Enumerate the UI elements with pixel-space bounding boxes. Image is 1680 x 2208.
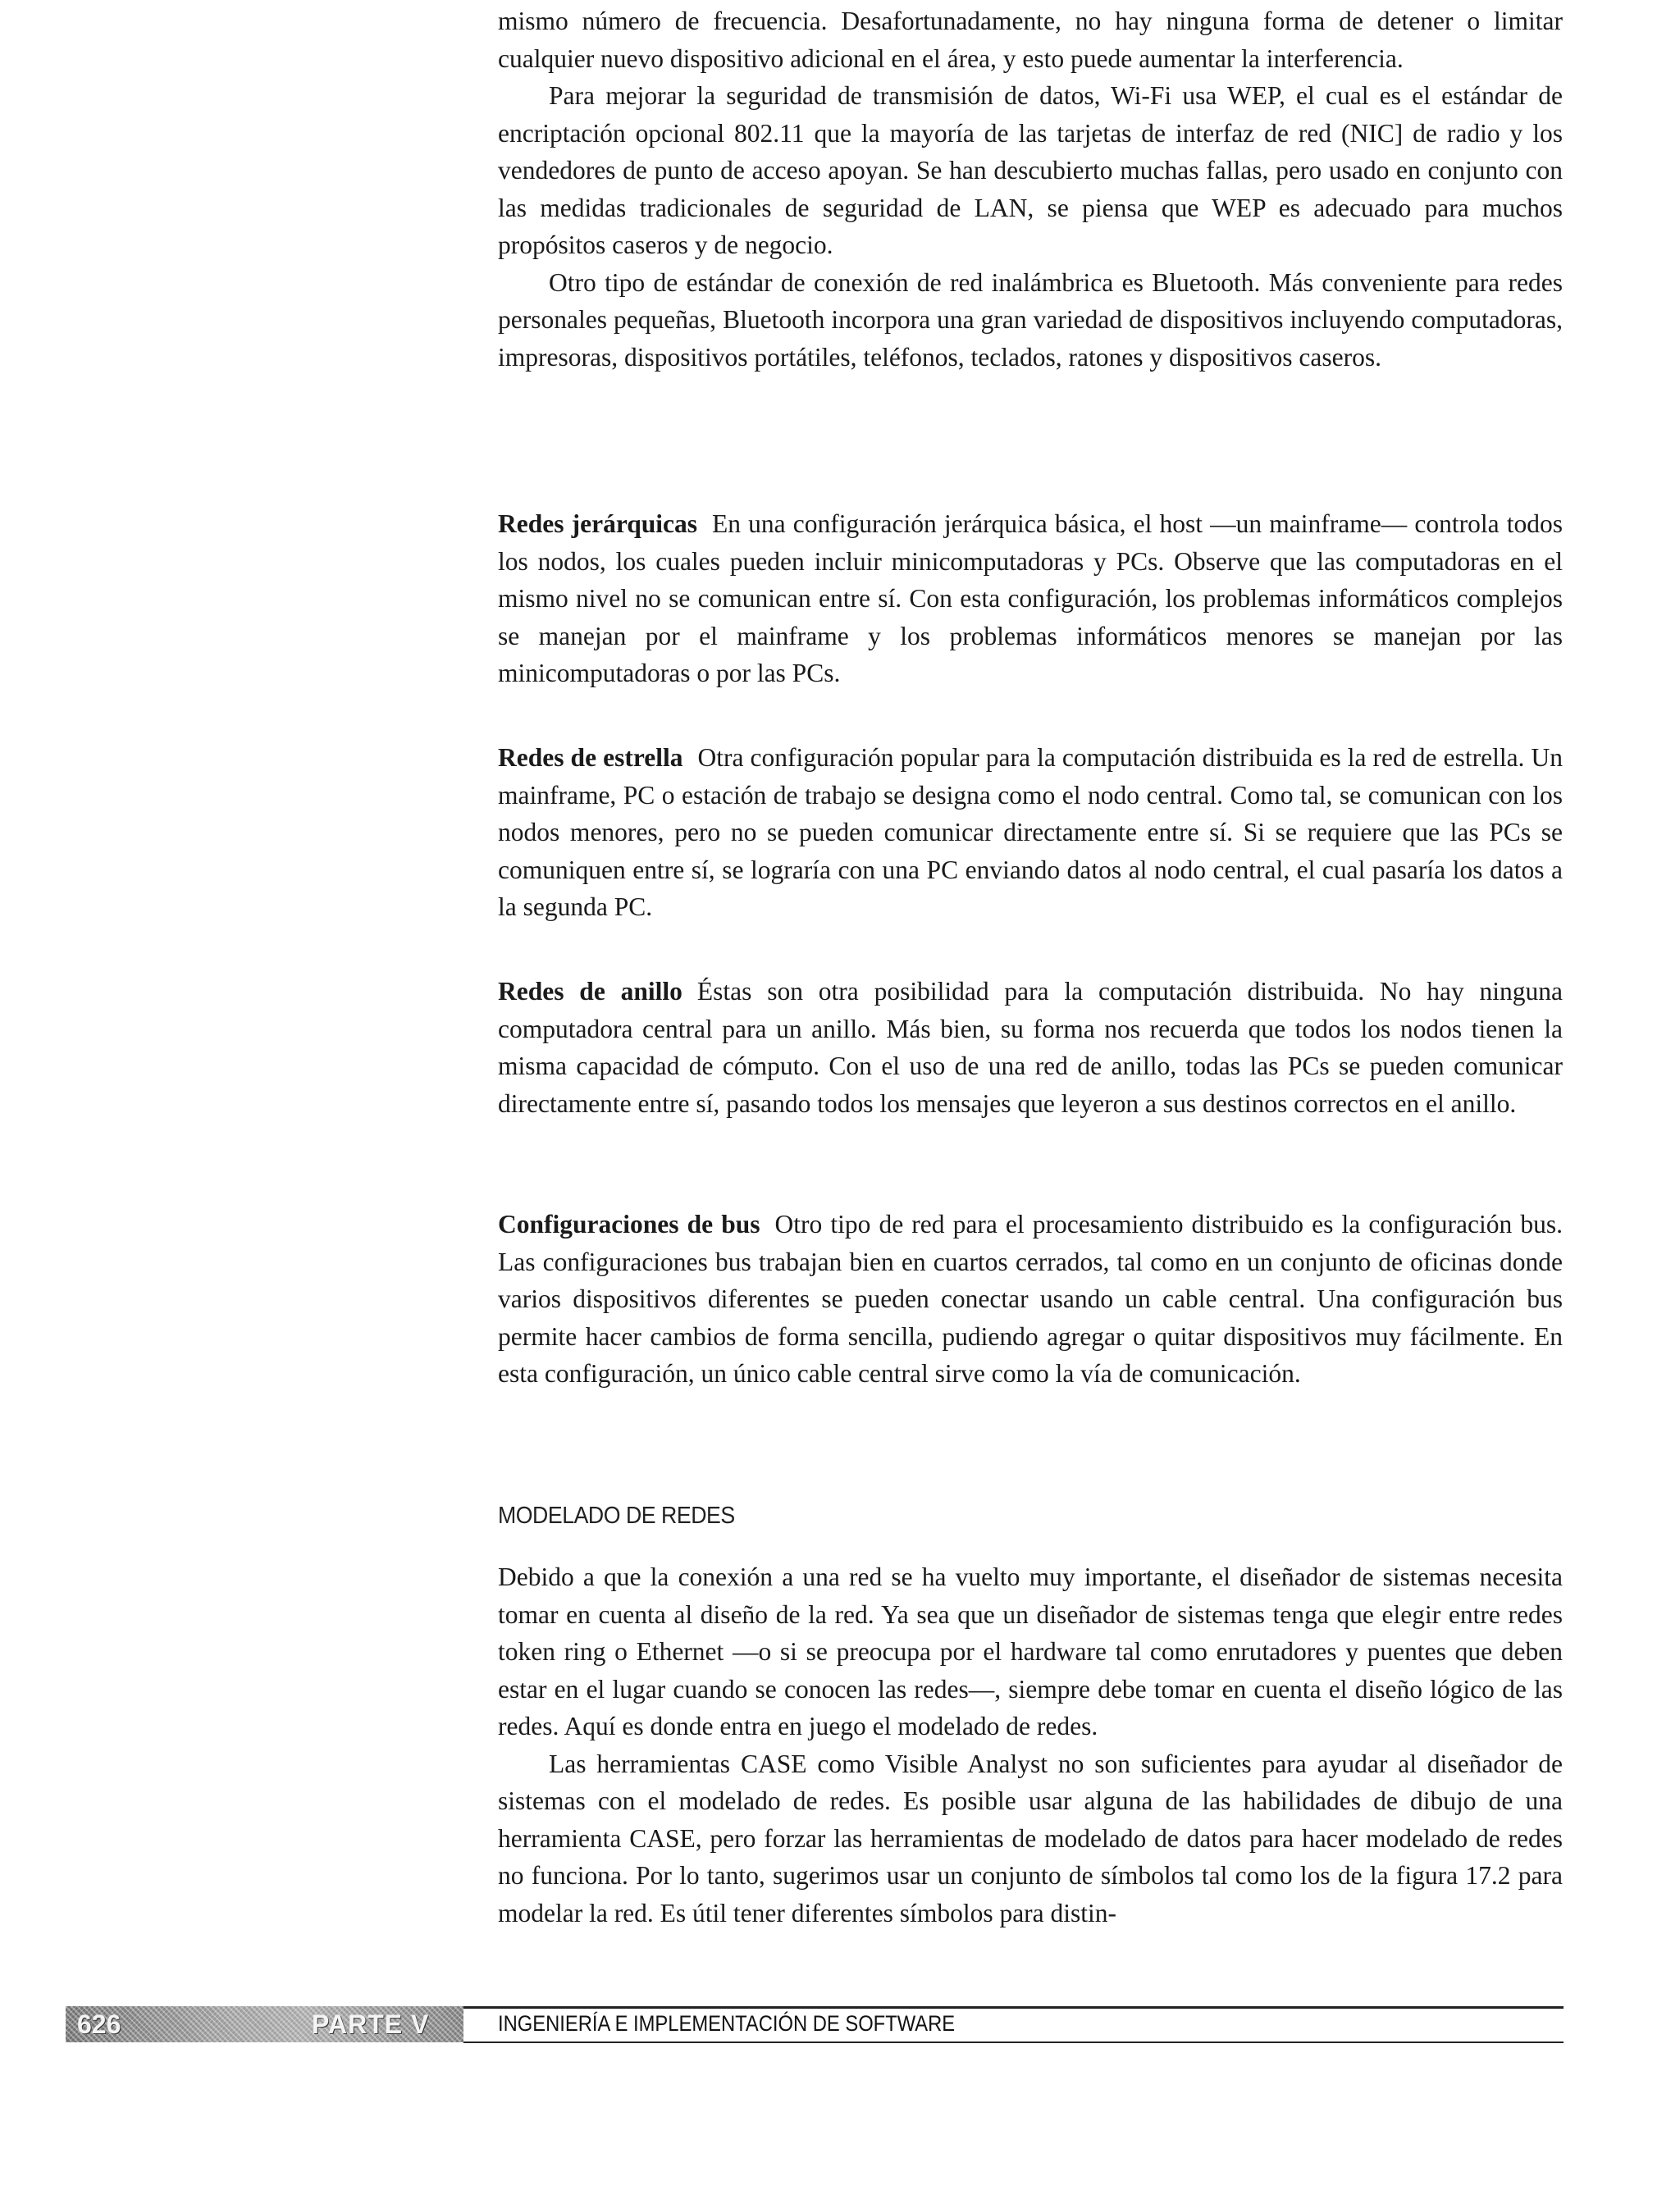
section-redes-anillo: [498, 973, 1563, 1122]
footer-rule-top: [463, 2006, 1564, 2009]
running-footer-title: INGENIERÍA E IMPLEMENTACIÓN DE SOFTWARE: [498, 2011, 956, 2036]
footer-rule-bottom: [463, 2041, 1564, 2043]
section-heading: MODELADO DE REDES: [498, 1503, 735, 1529]
section-redes-jerarquicas: [498, 505, 1563, 692]
text-estrella: Otra configuración popular para la computación distribuida es la red de estrella. Un mainframe, PC o estación de trabajo se designa como el nodo central. Como tal, se comunican con los nodos menores, pero no se pueden comunicar directamente entre sí. Si se requiere que las PCs se comuniquen entre sí, se lograría con una PC enviando datos al nodo central, el cual pasaría los datos a la segunda PC.: [498, 743, 1563, 921]
opening-block: [498, 2, 1563, 376]
paragraph-modelado-2: Las herramientas CASE como Visible Analyst no son suficientes para ayudar al diseñador de sistemas con el modelado de redes. Es posible usar alguna de las habilidades de dibujo de una herramienta CASE, pero forzar las herramientas de modelado de datos para hacer modelado de redes no funciona. Por lo tanto, sugerimos usar un conjunto de símbolos tal como los de la figura 17.2 para modelar la red. Es útil tener diferentes símbolos para distin-: [498, 1749, 1563, 1927]
footer-band: [66, 2006, 463, 2042]
run-in-heading-estrella: Redes de estrella: [498, 743, 683, 772]
paragraph-continuation: mismo número de frecuencia. Desafortunadamente, no hay ninguna forma de detener o limitar cualquier nuevo dispositivo adicional en el área, y esto puede aumentar la interferencia.: [498, 7, 1563, 73]
paragraph-estrella: [498, 739, 1563, 926]
run-in-heading-jerarquicas: Redes jerárquicas: [498, 509, 698, 538]
paragraph-bluetooth: Otro tipo de estándar de conexión de red inalámbrica es Bluetooth. Más conveniente para redes personales pequeñas, Bluetooth incorpora una gran variedad de dispositivos incluyendo computadoras, impresoras, dispositivos portátiles, teléfonos, teclados, ratones y dispositivos caseros.: [498, 267, 1563, 372]
page-number: 626: [77, 2010, 121, 2039]
text-anillo: Éstas son otra posibilidad para la computación distribuida. No hay ninguna computadora central para un anillo. Más bien, su forma nos recuerda que todos los nodos tienen la misma capacidad de cómputo. Con el uso de una red de anillo, todas las PCs se pueden comunicar directamente entre sí, pasando todos los mensajes que leyeron a sus destinos correctos en el anillo.: [498, 977, 1563, 1118]
run-in-heading-anillo: Redes de anillo: [498, 977, 682, 1006]
section-modelado-redes: [498, 1558, 1563, 1932]
run-in-heading-bus: Configuraciones de bus: [498, 1210, 760, 1239]
paragraph-modelado-1: Debido a que la conexión a una red se ha vuelto muy importante, el diseñador de sistemas necesita tomar en cuenta al diseño de la red. Ya sea que un diseñador de sistemas tenga que elegir entre redes token ring o Ethernet —o si se preocupa por el hardware tal como enrutadores y puentes que deben estar en el lugar cuando se conocen las redes—, siempre debe tomar en cuenta el diseño lógico de las redes. Aquí es donde entra en juego el modelado de redes.: [498, 1562, 1563, 1740]
paragraph-wep: Para mejorar la seguridad de transmisión de datos, Wi-Fi usa WEP, el cual es el estándar de encriptación opcional 802.11 que la mayoría de las tarjetas de interfaz de red (NIC] de radio y los vendedores de punto de acceso apoyan. Se han descubierto muchas fallas, pero usado en conjunto con las medidas tradicionales de seguridad de LAN, se piensa que WEP es adecuado para muchos propósitos caseros y de negocio.: [498, 81, 1563, 259]
part-label: PARTE V: [312, 2010, 430, 2039]
paragraph-jerarquicas: [498, 505, 1563, 692]
section-configuraciones-bus: [498, 1206, 1563, 1393]
text-jerarquicas: En una configuración jerárquica básica, el host —un mainframe— controla todos los nodos, los cuales pueden incluir minicomputadoras y PCs. Observe que las computadoras en el mismo nivel no se comunican entre sí. Con esta configuración, los problemas informáticos complejos se manejan por el mainframe y los problemas informáticos menores se manejan por las minicomputadoras o por las PCs.: [498, 509, 1563, 687]
section-redes-estrella: [498, 739, 1563, 926]
paragraph-anillo: [498, 973, 1563, 1122]
text-bus: Otro tipo de red para el procesamiento distribuido es la configuración bus. Las configuraciones bus trabajan bien en cuartos cerrados, tal como en un conjunto de oficinas donde varios dispositivos diferentes se pueden conectar usando un cable central. Una configuración bus permite hacer cambios de forma sencilla, pudiendo agregar o quitar dispositivos muy fácilmente. En esta configuración, un único cable central sirve como la vía de comunicación.: [498, 1210, 1563, 1388]
paragraph-bus: [498, 1206, 1563, 1393]
